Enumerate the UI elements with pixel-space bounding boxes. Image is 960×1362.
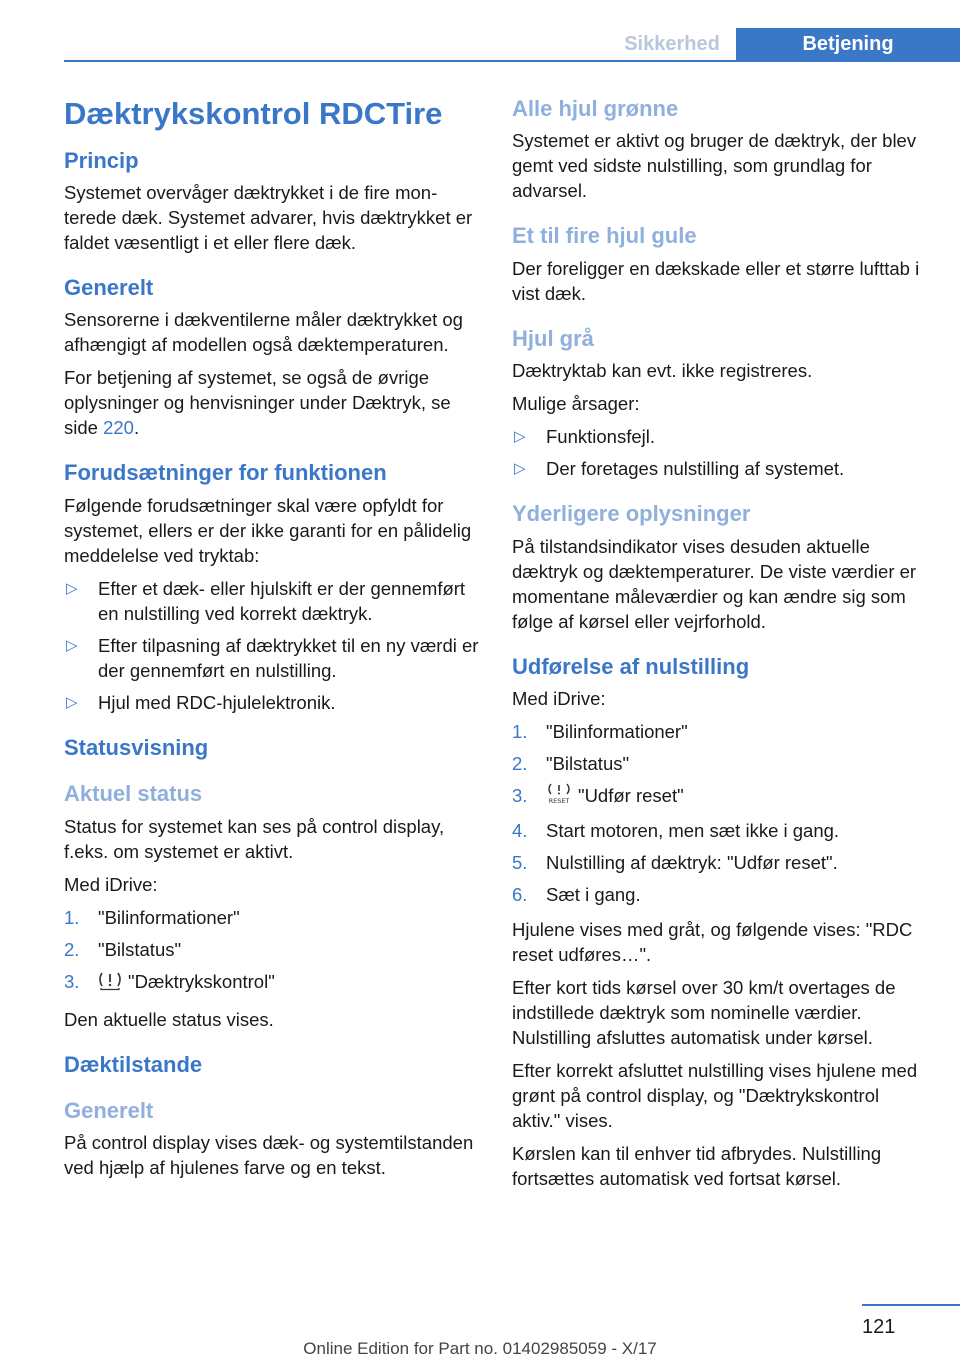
princip-text: Systemet overvåger dæktrykket i de fire monterede dæk. Systemet advarer, hvis dæktrykket er faldet væsentligt i et eller flere dæk. — [64, 182, 473, 254]
triangle-bullet-icon: ▷ — [66, 579, 78, 597]
forudsaetninger-text: Følgende forudsætninger skal være opfyldt for systemet, ellers er der ikke garanti for en pålidelig meddelelse ved tryktab: — [64, 494, 472, 566]
tire-reset-icon — [546, 783, 572, 811]
list-item: ▷ Funktionsfejl. — [514, 426, 655, 448]
list-item: 4. Start motoren, men sæt ikke i gang. — [512, 819, 840, 841]
left-column — [64, 96, 480, 1188]
subheading-generelt: Generelt — [64, 1097, 154, 1123]
subheading-yderligere-oplysninger: Yderligere oplysninger — [512, 501, 751, 527]
status-text: Status for systemet kan ses på control display, f.eks. om systemet er aktivt. — [64, 815, 445, 862]
list-item: 3. "Dæktrykskontrol" — [64, 969, 480, 997]
heading-forudsaetninger: Forudsætninger for funktionen — [64, 460, 387, 486]
tab-betjening[interactable]: Betjening — [736, 28, 960, 60]
list-item: ▷ Efter tilpasning af dæktrykket til en ny værdi er der gennemført en nulstilling. — [66, 634, 479, 681]
graa-text: Dæktryktab kan evt. ikke registreres. — [512, 360, 813, 382]
edition-footer: Online Edition for Part no. 01402985059 - X/17 — [303, 1339, 657, 1358]
forudsaetninger-list — [64, 576, 480, 715]
list-item: ▷ Hjul med RDC-hjulelektronik. — [66, 691, 336, 713]
graa-mulige: Mulige årsager: — [512, 393, 640, 415]
nulstilling-text-1: Hjulene vises med gråt, og følgende vises: "RDC reset udføres…". — [512, 918, 913, 965]
status-steps — [64, 905, 480, 997]
nulstilling-text-2: Efter kort tids kørsel over 30 km/t overtages de indstillede dæktryk som nominelle værdier. Nulstilling afsluttes automatisk under kørsel. — [512, 976, 896, 1048]
list-item: 6. Sæt i gang. — [512, 883, 641, 905]
yderligere-text: På tilstandsindikator vises desuden aktuelle dæktryk og dæktemperaturer. De viste værdier er momentane måleværdier og kan ændre sig som følge af kørsel eller vejrforhold. — [512, 535, 917, 632]
triangle-bullet-icon: ▷ — [66, 636, 78, 654]
footer-rule — [862, 1304, 960, 1306]
generelt-text-2: For betjening af systemet, se også de øvrige oplysninger og henvisninger under Dæktryk, se side 220. — [64, 367, 451, 439]
graa-list — [512, 424, 928, 481]
list-item: 2. "Bilstatus" — [512, 752, 630, 774]
subheading-alle-hjul-groenne: Alle hjul grønne — [512, 96, 679, 121]
nulstilling-steps — [512, 719, 928, 907]
list-item: ▷ Efter et dæk- eller hjulskift er der gennemført en nulstilling ved korrekt dæktryk. — [66, 577, 466, 624]
heading-generelt: Generelt — [64, 275, 154, 301]
page-number: 121 — [862, 1316, 896, 1338]
tire-pressure-icon — [98, 971, 122, 997]
gule-text: Der foreligger en dækskade eller et større lufttab i vist dæk. — [512, 257, 920, 304]
svg-text:RESET: RESET — [548, 796, 570, 805]
list-item: 5. Nulstilling af dæktryk: "Udfør reset". — [512, 851, 838, 873]
header-rule — [64, 60, 960, 62]
nulstilling-text-3: Efter korrekt afsluttet nulstilling vises hjulene med grønt på control display, og "Dæktrykskontrol aktiv." vises. — [512, 1059, 918, 1131]
tab-sikkerhed[interactable]: Sikkerhed — [624, 33, 720, 55]
subheading-hjul-graa: Hjul grå — [512, 325, 594, 351]
heading-statusvisning: Statusvisning — [64, 734, 209, 760]
list-item: ▷ Der foretages nulstilling af systemet. — [514, 458, 845, 480]
heading-princip: Princip — [64, 147, 139, 173]
heading-udfoerelse-af-nulstilling: Udførelse af nulstilling — [512, 653, 750, 679]
daektilstande-text: På control display vises dæk- og systemtilstanden ved hjælp af hjulenes farve og en tekst. — [64, 1132, 474, 1179]
page-link-220[interactable]: 220 — [103, 417, 134, 439]
status-med-idrive: Med iDrive: — [64, 873, 158, 895]
list-item: 2. "Bilstatus" — [64, 938, 182, 960]
subheading-aktuel-status: Aktuel status — [64, 781, 203, 807]
heading-daektilstande: Dæktilstande — [64, 1051, 203, 1077]
triangle-bullet-icon: ▷ — [66, 693, 78, 711]
triangle-bullet-icon: ▷ — [514, 428, 526, 446]
top-bar — [0, 0, 960, 62]
nulstilling-text-4: Kørslen kan til enhver tid afbrydes. Nulstilling fortsættes automatisk ved fortsat kørsel. — [512, 1142, 882, 1189]
subheading-et-til-fire-hjul-gule: Et til fire hjul gule — [512, 223, 697, 249]
page-title: Dæktrykskontrol RDCTire — [64, 96, 443, 131]
list-item: 3. RESET "Udfør reset" — [512, 783, 928, 811]
nulstilling-med-idrive: Med iDrive: — [512, 687, 606, 709]
right-column — [512, 96, 928, 1199]
triangle-bullet-icon: ▷ — [514, 460, 526, 478]
groen-text: Systemet er aktivt og bruger de dæktryk, der blev gemt ved sidste nulstilling, som grundlag for advarsel. — [512, 130, 917, 202]
list-item: 1. "Bilinformationer" — [512, 720, 688, 742]
status-after: Den aktuelle status vises. — [64, 1008, 274, 1030]
generelt-text-1: Sensorerne i dækventilerne måler dæktrykket og afhængigt af modellen også dæktemperaturen. — [64, 309, 463, 356]
list-item: 1. "Bilinformationer" — [64, 906, 240, 928]
